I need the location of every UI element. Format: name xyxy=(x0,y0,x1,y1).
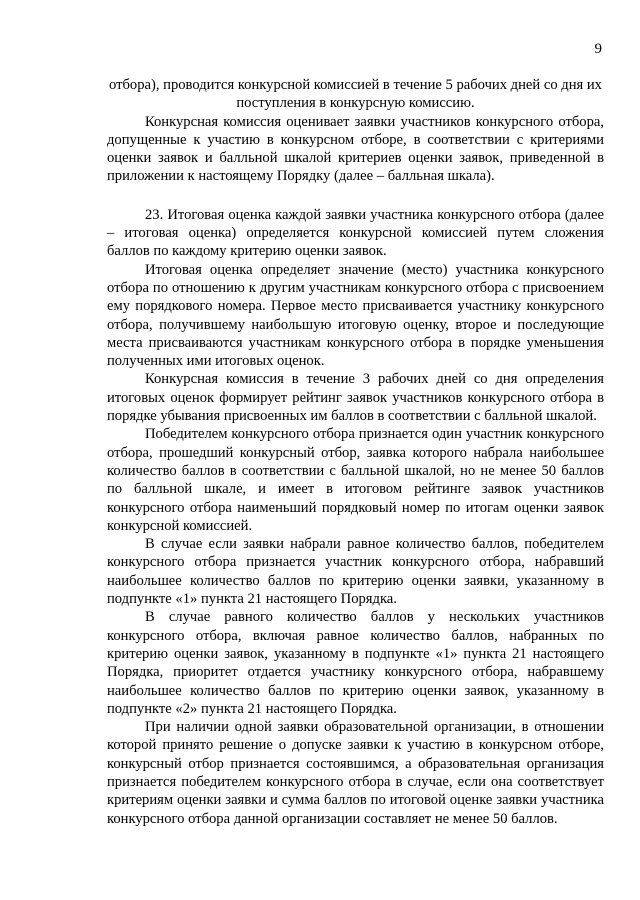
paragraph-winner-definition: Победителем конкурсного отбора признается один участник конкурсного отбора, прошедший конкурсный отбор, заявка которого набрала наибольшее количество баллов в соответствии с балльной шкалой, но не менее 50 баллов по балльной шкале, и имеет в итоговом рейтинге заявок участников конкурсного отбора наименьший порядковый номер по итогам оценки заявок конкурсной комиссией. xyxy=(107,426,604,534)
paragraph-item-23: 23. Итоговая оценка каждой заявки участника конкурсного отбора (далее – итоговая оценка) определяется конкурсной комиссией путем сложения баллов по каждому критерию оценки заявок. xyxy=(107,206,604,260)
paragraph-equal-scores: В случае если заявки набрали равное количество баллов, победителем конкурсного отбора признается участник конкурсного отбора, набравший наибольшее количество баллов по критерию оценки заявки, указанному в подпункте «1» пункта 21 настоящего Порядка. xyxy=(107,536,604,608)
paragraph-commission-evaluation: Конкурсная комиссия оценивает заявки участников конкурсного отбора, допущенные к участию в конкурсном отборе, в соответствии с критериями оценки заявок и балльной шкалой критериев оценки заявок, приведенной в приложении к настоящему Порядку (далее – балльная шкала). xyxy=(107,113,604,185)
page-number: 9 xyxy=(594,41,602,57)
paragraph-rating-formation: Конкурсная комиссия в течение 3 рабочих дней со дня определения итоговых оценок формирует рейтинг заявок участников конкурсного отбора в порядке убывания присвоенных им баллов в соответствии с балльной шкалой. xyxy=(107,371,604,425)
paragraph-final-score-place: Итоговая оценка определяет значение (место) участника конкурсного отбора по отношению к другим участникам конкурсного отбора с присвоением ему порядкового номера. Первое место присваивается участнику конкурсного отбора, получившему наибольшую итоговую оценку, второе и последующие места присваиваются участникам конкурсного отбора в порядке уменьшения полученных ими итоговых оценок. xyxy=(107,261,604,370)
paragraph-continuation: отбора), проводится конкурсной комиссией в течение 5 рабочих дней со дня их поступления в конкурсную комиссию. xyxy=(109,77,602,112)
paragraph-equal-scores-multiple: В случае равного количество баллов у нескольких участников конкурсного отбора, включая равное количество баллов, набранных по критерию оценки заявок, указанному в подпункте «1» пункта 21 настоящего Порядка, приоритет отдается участнику конкурсного отбора, набравшему наибольшее количество баллов по критерию оценки заявок, указанному в подпункте «2» пункта 21 настоящего Порядка. xyxy=(107,609,604,717)
document-body xyxy=(107,76,604,828)
paragraph-single-application: При наличии одной заявки образовательной организации, в отношении которой принято решение о допуске заявки к участию в конкурсном отборе, конкурсный отбор признается состоявшимся, а образовательная организация признается победителем конкурсного отбора в случае, если она соответствует критериям оценки заявки и сумма баллов по итоговой оценке заявки участника конкурсного отбора данной организации составляет не менее 50 баллов. xyxy=(107,719,604,827)
